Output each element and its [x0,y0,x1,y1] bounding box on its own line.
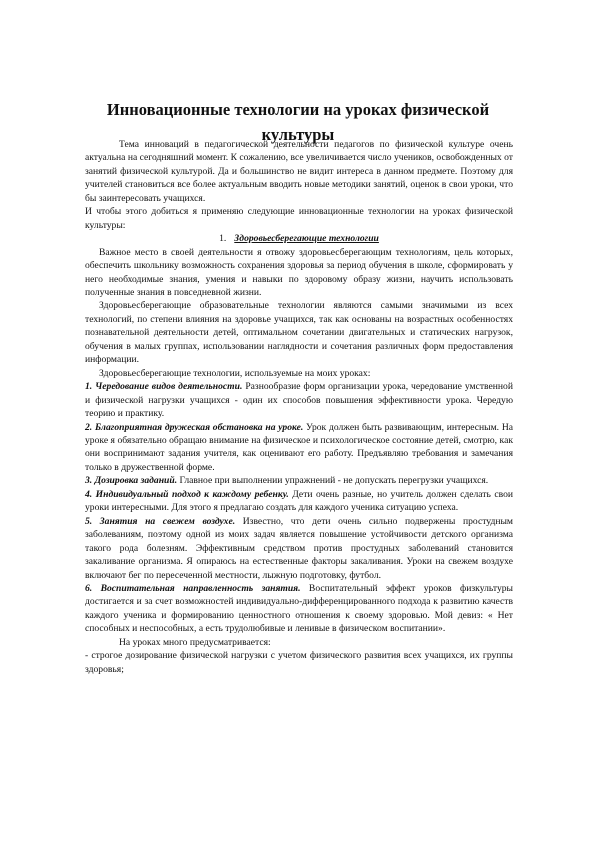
list-item-lead: 3. Дозировка заданий. [85,475,178,487]
intro-paragraph: Тема инноваций в педагогической деятельности педагогов по физической культуре очень актуальна на сегодняшний момент. К сожалению, все увеличивается число учеников, освобожденных от занятий физической культурой. Да и большинство не видит интереса в данном предмете. Поэтому для учителей становиться все более актуальным вводить новые методики занятий, оценок в свои уроки, что бы заинтересовать учащихся. [85,139,513,204]
intro-paragraph: И чтобы этого добиться я применяю следующие инновационные технологии на уроках физической культуры: [85,206,513,231]
body-paragraph: Здоровьесберегающие образовательные технологии являются самыми значимыми из всех технологий, по степени влияния на здоровье учащихся, так как основаны на возрастных особенностях познавательной деятельности детей, оптимальном сочетании двигательных и статических нагрузок, обучения в малых группах, использовании наглядности и сочетания различных форм предоставления информации. [85,300,513,366]
list-item [85,582,513,636]
list-item-lead: 4. Индивидуальный подход к каждому ребенку. [85,488,289,500]
list-item-text: Дети очень разные, но учитель должен сделать свои уроки интересными. Для этого я предлагаю создать для каждого ученика ситуацию успеха. [85,488,513,514]
section-title: Здоровьесберегающие технологии [234,233,379,245]
closing-lead: На уроках много предусматривается: [119,636,271,648]
section-number: 1. [219,233,227,245]
list-item-text: Урок должен быть развивающим, интересным. На уроке я обязательно обращаю внимание на физическое и психологическое состояние детей, смотрю, как они воспринимают задания учителя, как оценивают его работу. Предъявляю требования и замечания только в дружественной форме. [85,421,514,473]
list-item-lead: 1. Чередование видов деятельности. [85,381,243,393]
list-item [85,380,513,420]
section-heading [85,232,513,245]
list-item-lead: 5. Занятия на свежем воздухе. [85,515,236,527]
list-item-text: Воспитательный эффект уроков физкультуры достигается и за счет возможностей индивидуально-дифференцированного подхода к развитию качеств каждого ученика и формированию ценностного отношения к своему здоровью. Мой девиз: « Нет способных и неспособных, а есть трудолюбивые и ленивые в физическом воспитании». [85,582,513,635]
list-item-text: Разнообразие форм организации урока, чередование умственной и физической нагрузки учащихся - один их способов повышения эффективности урока. Чередую теорию и практику. [85,381,513,420]
body-paragraph: Важное место в своей деятельности я отвожу здоровьесберегающим технологиям, цель которых, обеспечить школьнику возможность сохранения здоровья за период обучения в школе, сформировать у него необходимые знания, умения и навыки по здоровому образу жизни, научить использовать полученные знания в повседневной жизни. [85,246,513,298]
closing-list-item: - строгое дозирование физической нагрузки с учетом физического развития всех учащихся, их группы здоровья; [85,650,513,675]
list-item [85,488,513,515]
list-item-text: Известно, что дети очень сильно подвержены простудным заболеваниям, поэтому одной из моих задач является повышение устойчивости детского организма такого рода болезням. Эффективным средством против простудных заболеваний становится закаливание организма. Я опираюсь на естественные факторы закаливания. Уроки на свежем воздухе включают бег по пересеченной местности, лыжную подготовку, футбол. [85,515,513,581]
list-item [85,515,513,582]
list-item-lead: 6. Воспитательная направленность занятия. [85,582,301,594]
document-title: Инновационные технологии на уроках физической культуры [106,100,490,145]
body-paragraph: Здоровьесберегающие технологии, используемые на моих уроках: [99,367,371,379]
list-item [85,421,513,475]
document-body [85,138,513,676]
list-item-text: Главное при выполнении упражнений - не допускать перегрузки учащихся. [177,475,489,487]
list-item-lead: 2. Благоприятная дружеская обстановка на уроке. [85,421,304,433]
list-item [85,474,513,487]
